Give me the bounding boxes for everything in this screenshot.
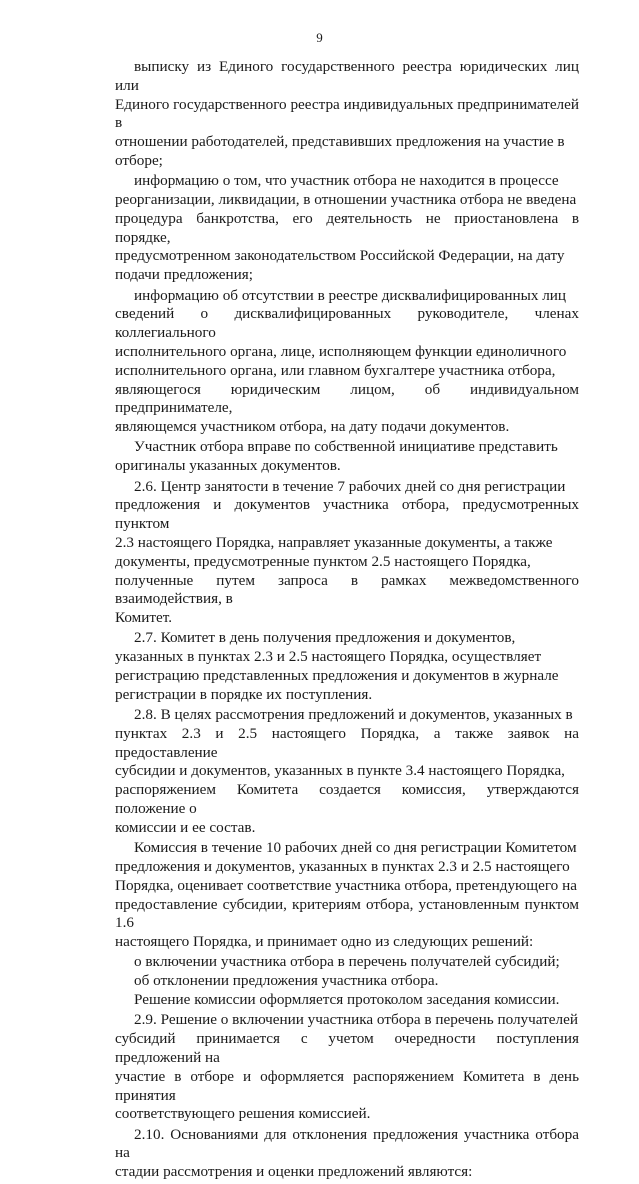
page-number: 9 xyxy=(316,30,323,45)
paragraph-commission: Комиссия в течение 10 рабочих дней со дня регистрации Комитетом предложения и документов, указанных в пунктах 2.3 и 2.5 настоящего Порядка, оценивает соответствие участника отбора, претендующего на предоставление субсидии, критериям отбора, установленным пунктом 1.6 настоящего Порядка, и принимает одно из следующих решений: xyxy=(115,839,579,951)
paragraph-originals: Участник отбора вправе по собственной инициативе представить оригиналы указанных документов. xyxy=(115,438,558,475)
paragraph-2-6: 2.6. Центр занятости в течение 7 рабочих дней со дня регистрации предложения и документов участника отбора, предусмотренных пунктом 2.3 настоящего Порядка, направляет указанные документы, а также документы, предусмотренные пунктом 2.5 настоящего Порядка, полученные путем запроса в рамках межведомственного взаимодействия, в Комитет. xyxy=(115,477,579,627)
paragraph-egrul-extract: выписку из Единого государственного реестра юридических лиц или Единого государственного реестра индивидуальных предпринимателей в отношении работодателей, представивших предложения на участие в отборе; xyxy=(115,58,580,169)
paragraph-2-9: 2.9. Решение о включении участника отбора в перечень получателей субсидий принимается с учетом очередности поступления предложений на участие в отборе и оформляется распоряжением Комитета в день принятия соответствующего решения комиссией. xyxy=(115,1011,579,1123)
paragraph-disqualified-registry: информацию об отсутствии в реестре дисквалифицированных лиц сведений о дисквалифицированных руководителе, членах коллегиального исполнительного органа, лице, исполняющем функции единоличного исполнительного органа, или главном бухгалтере участника отбора, являющегося юридическим лицом, об индивидуальном предпринимателе, являющемся участником отбора, на дату подачи документов. xyxy=(115,286,579,436)
paragraph-2-7: 2.7. Комитет в день получения предложения и документов, указанных в пунктах 2.3 и 2.5 настоящего Порядка, осуществляет регистрацию представленных предложения и документов в журнале регистрации в порядке их поступления. xyxy=(115,629,559,703)
paragraph-decision-reject: об отклонении предложения участника отбора. xyxy=(134,972,439,990)
paragraph-2-8: 2.8. В целях рассмотрения предложений и документов, указанных в пунктах 2.3 и 2.5 настоящего Порядка, а также заявок на предоставление субсидии и документов, указанных в пункте 3.4 настоящего Порядка, распоряжением Комитета создается комиссия, утверждаются положение о комиссии и ее состав. xyxy=(115,706,579,836)
paragraph-2-10: 2.10. Основаниями для отклонения предложения участника отбора на стадии рассмотрения и оценки предложений являются: xyxy=(115,1125,579,1181)
paragraph-protocol: Решение комиссии оформляется протоколом заседания комиссии. xyxy=(134,991,560,1009)
paragraph-decision-include: о включении участника отбора в перечень получателей субсидий; xyxy=(134,953,560,971)
paragraph-reorganization-info: информацию о том, что участник отбора не находится в процессе реорганизации, ликвидации, в отношении участника отбора не введена процедура банкротства, его деятельность не приостановлена в порядке, предусмотренном законодательством Российской Федерации, на дату подачи предложения; xyxy=(115,172,579,284)
document-body xyxy=(115,58,579,1184)
